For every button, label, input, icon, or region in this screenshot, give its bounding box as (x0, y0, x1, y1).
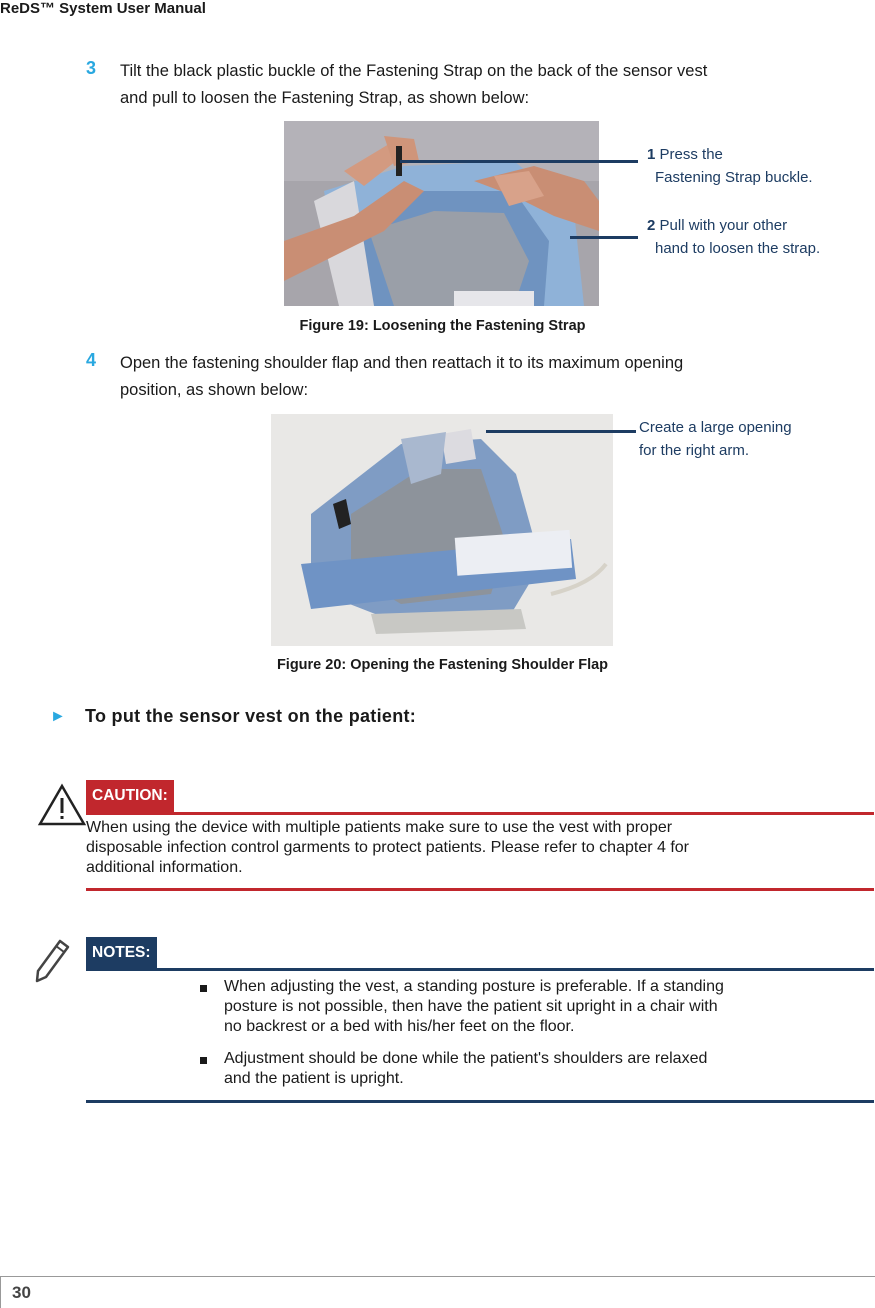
callout-leader-line (486, 430, 636, 433)
step-number: 3 (86, 58, 97, 78)
note-item: Adjustment should be done while the patient's shoulders are relaxed and the patient is upright. (224, 1050, 708, 1087)
figure-19-callout-1: 1 Press the Fastening Strap buckle. (647, 146, 813, 186)
arrow-right-icon: ► (50, 708, 66, 725)
warning-triangle-icon (37, 783, 87, 832)
notes-label: NOTES: (86, 937, 157, 969)
caution-rule (86, 812, 874, 815)
figure-20-callout: Create a large opening for the right arm. (639, 419, 792, 459)
callout-leader-line (400, 160, 638, 163)
pencil-icon (32, 937, 72, 988)
step-text: Tilt the black plastic buckle of the Fastening Strap on the back of the sensor vest and pull to loosen the Fastening Strap, as shown below: (120, 62, 708, 107)
caution-bottom-rule (86, 888, 874, 891)
bullet-icon (200, 1057, 207, 1064)
figure-20-caption: Figure 20: Opening the Fastening Shoulder Flap (276, 657, 609, 673)
caution-label: CAUTION: (86, 780, 174, 812)
bullet-icon (200, 985, 207, 992)
figure-19-callout-2: 2 Pull with your other hand to loosen the strap. (647, 217, 821, 257)
figure-19-photo (284, 121, 599, 306)
step-number: 4 (86, 350, 97, 370)
step-text: Open the fastening shoulder flap and then reattach it to its maximum opening position, as shown below: (120, 354, 684, 399)
footer-rule (0, 1276, 875, 1277)
note-item: When adjusting the vest, a standing posture is preferable. If a standing posture is not possible, then have the patient sit upright in a chair with no backrest or a bed with his/her feet on the floor. (224, 978, 724, 1035)
page-number: 30 (12, 1283, 31, 1302)
notes-rule (86, 968, 874, 971)
section-heading: To put the sensor vest on the patient: (85, 706, 417, 726)
caution-text: When using the device with multiple patients make sure to use the vest with proper disposable infection control garments to protect patients. Please refer to chapter 4 for additional information. (86, 819, 689, 876)
running-header: ReDS™ System User Manual (0, 0, 206, 17)
footer-tick (0, 1276, 1, 1308)
callout-leader-line (570, 236, 638, 239)
notes-bottom-rule (86, 1100, 874, 1103)
figure-20-photo (271, 414, 613, 646)
figure-19-caption: Figure 19: Loosening the Fastening Strap (299, 318, 586, 334)
